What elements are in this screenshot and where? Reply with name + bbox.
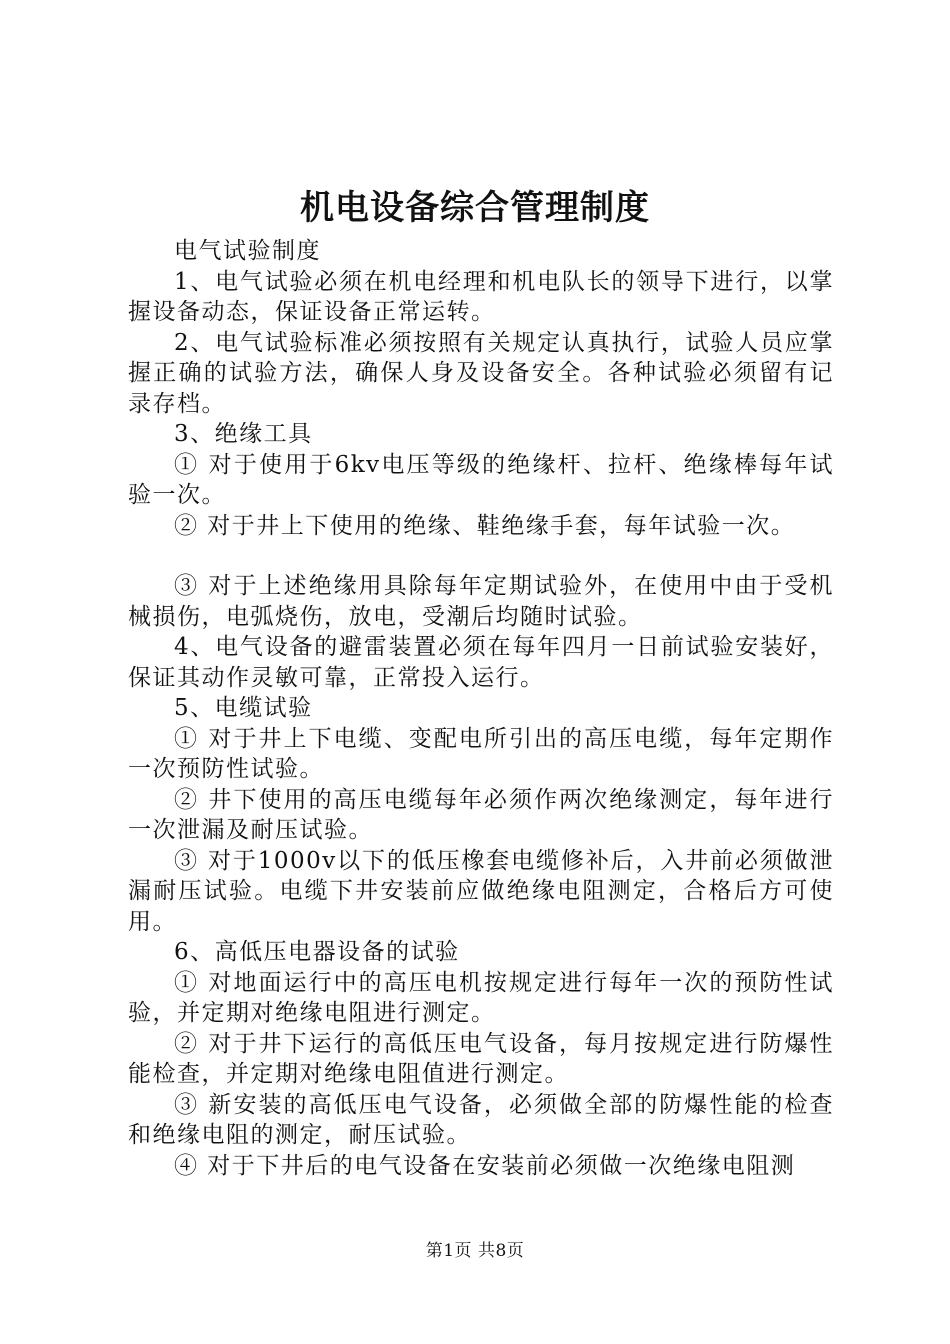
paragraph-item-3-1: ① 对于使用于6kv电压等级的绝缘杆、拉杆、绝缘棒每年试验一次。 bbox=[128, 451, 834, 508]
paragraph-item-5-1: ① 对于井上下电缆、变配电所引出的高压电缆，每年定期作一次预防性试验。 bbox=[128, 725, 834, 782]
paragraph-item-4: 4、电气设备的避雷装置必须在每年四月一日前试验安装好，保证其动作灵敏可靠，正常投入运行。 bbox=[128, 634, 834, 691]
paragraph-item-6-4: ④ 对于下井后的电气设备在安装前必须做一次绝缘电阻测 bbox=[174, 1152, 796, 1179]
page-number-footer: 第1页 共8页 bbox=[425, 1241, 525, 1261]
document-body bbox=[128, 236, 834, 1181]
paragraph-item-6-1: ① 对地面运行中的高压电机按规定进行每年一次的预防性试验，并定期对绝缘电阻进行测定。 bbox=[128, 969, 834, 1026]
blank-line bbox=[128, 541, 834, 571]
paragraph-item-1: 1、电气试验必须在机电经理和机电队长的领导下进行，以掌握设备动态，保证设备正常运转。 bbox=[128, 268, 834, 325]
paragraph-item-6-3: ③ 新安装的高低压电气设备，必须做全部的防爆性能的检查和绝缘电阻的测定，耐压试验。 bbox=[128, 1091, 834, 1148]
document-title: 机电设备综合管理制度 bbox=[300, 188, 650, 228]
paragraph-item-3-3: ③ 对于上述绝缘用具除每年定期试验外，在使用中由于受机械损伤，电弧烧伤，放电，受潮后均随时试验。 bbox=[128, 573, 834, 630]
subheading-cable-test: 5、电缆试验 bbox=[174, 695, 313, 721]
subheading-insulation-tools: 3、绝缘工具 bbox=[174, 421, 313, 447]
subheading-hv-lv-equipment-test: 6、高低压电器设备的试验 bbox=[174, 939, 460, 965]
paragraph-item-3-2: ② 对于井上下使用的绝缘、鞋绝缘手套，每年试验一次。 bbox=[174, 512, 796, 539]
paragraph-item-5-3: ③ 对于1000v以下的低压橡套电缆修补后，入井前必须做泄漏耐压试验。电缆下井安装前应做绝缘电阻测定，合格后方可使用。 bbox=[128, 847, 834, 935]
section-heading-electrical-test: 电气试验制度 bbox=[174, 238, 321, 264]
paragraph-item-2: 2、电气试验标准必须按照有关规定认真执行，试验人员应掌握正确的试验方法，确保人身及设备安全。各种试验必须留有记录存档。 bbox=[128, 329, 834, 417]
paragraph-item-5-2: ② 井下使用的高压电缆每年必须作两次绝缘测定，每年进行一次泄漏及耐压试验。 bbox=[128, 786, 834, 843]
paragraph-item-6-2: ② 对于井下运行的高低压电气设备，每月按规定进行防爆性能检查，并定期对绝缘电阻值进行测定。 bbox=[128, 1030, 834, 1087]
